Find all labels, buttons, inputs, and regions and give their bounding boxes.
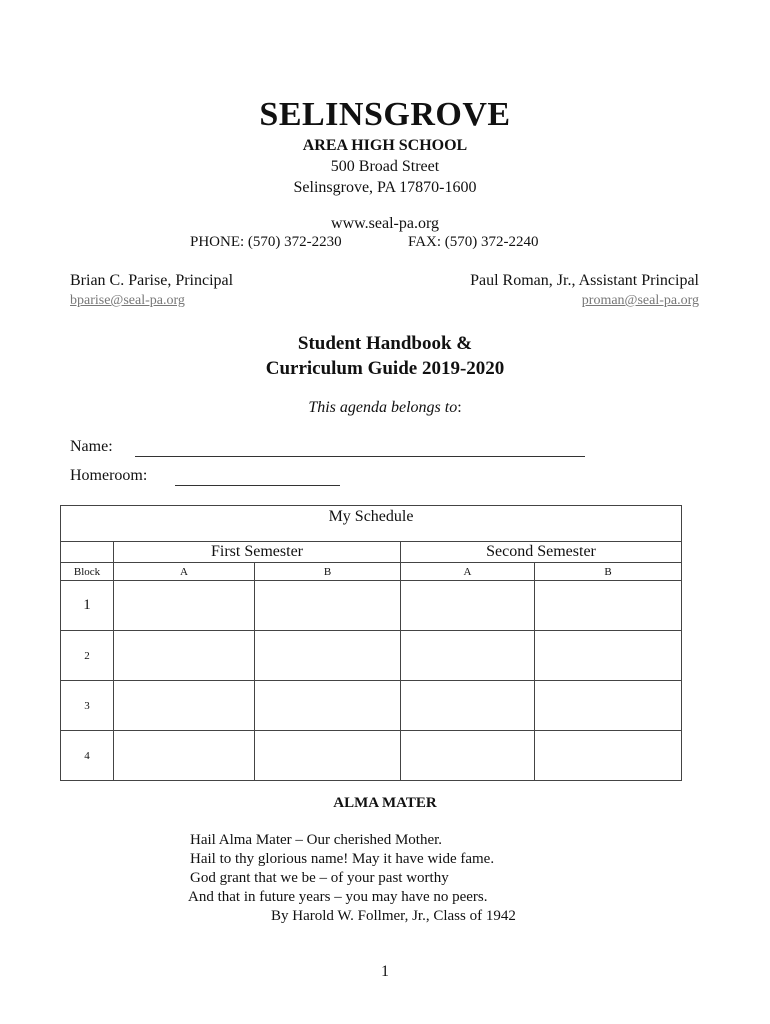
- second-semester-b-header: B: [535, 563, 682, 581]
- alma-mater-poem: [190, 831, 516, 926]
- schedule-cell[interactable]: [535, 631, 682, 681]
- page-number: 1: [381, 963, 389, 980]
- schedule-corner-cell: [61, 542, 114, 563]
- block-number: 1: [61, 581, 114, 631]
- address-line-1: 500 Broad Street: [330, 158, 440, 175]
- block-number: 4: [61, 731, 114, 781]
- table-row: [61, 681, 682, 731]
- table-row: [61, 581, 682, 631]
- table-row: [61, 731, 682, 781]
- poem-line: Hail to thy glorious name! May it have wide fame.: [190, 851, 495, 867]
- schedule-cell[interactable]: [255, 581, 401, 631]
- poem-line: And that in future years – you may have no peers.: [188, 889, 488, 905]
- schedule-cell[interactable]: [114, 731, 255, 781]
- schedule-cell[interactable]: [401, 731, 535, 781]
- schedule-cell[interactable]: [255, 681, 401, 731]
- principal-name: Brian C. Parise, Principal: [70, 272, 234, 289]
- homeroom-fill-line[interactable]: [175, 485, 340, 486]
- schedule-cell[interactable]: [535, 581, 682, 631]
- schedule-cell[interactable]: [401, 631, 535, 681]
- schedule-cell[interactable]: [535, 681, 682, 731]
- first-semester-a-header: A: [114, 563, 255, 581]
- assistant-principal-email-link[interactable]: proman@seal-pa.org: [581, 293, 699, 308]
- agenda-text: This agenda belongs to: [308, 399, 458, 416]
- phone-number: PHONE: (570) 372-2230: [190, 234, 342, 250]
- block-column-header: Block: [61, 563, 114, 581]
- handbook-title-line-2: Curriculum Guide 2019-2020: [265, 358, 505, 379]
- school-title: SELINSGROVE: [259, 96, 511, 133]
- schedule-cell[interactable]: [401, 681, 535, 731]
- principal-email-link[interactable]: bparise@seal-pa.org: [70, 293, 185, 308]
- schedule-cell[interactable]: [255, 631, 401, 681]
- schedule-cell[interactable]: [535, 731, 682, 781]
- schedule-cell[interactable]: [114, 631, 255, 681]
- schedule-caption: My Schedule: [61, 506, 682, 542]
- schedule-cell[interactable]: [114, 681, 255, 731]
- assistant-principal-name: Paul Roman, Jr., Assistant Principal: [470, 272, 699, 289]
- homeroom-label: Homeroom:: [70, 467, 148, 484]
- block-number: 3: [61, 681, 114, 731]
- block-number: 2: [61, 631, 114, 681]
- poem-credit: By Harold W. Follmer, Jr., Class of 1942: [271, 908, 516, 924]
- agenda-colon: :: [457, 399, 462, 416]
- first-semester-header: First Semester: [114, 542, 401, 563]
- name-fill-line[interactable]: [135, 456, 585, 457]
- second-semester-header: Second Semester: [401, 542, 682, 563]
- address-line-2: Selinsgrove, PA 17870-1600: [293, 179, 477, 196]
- table-row: [61, 631, 682, 681]
- schedule-cell[interactable]: [401, 581, 535, 631]
- fax-number: FAX: (570) 372-2240: [408, 234, 539, 250]
- agenda-owner-caption: [0, 399, 770, 417]
- school-subtitle: AREA HIGH SCHOOL: [302, 137, 468, 154]
- handbook-title-line-1: Student Handbook &: [297, 333, 473, 354]
- second-semester-a-header: A: [401, 563, 535, 581]
- poem-line: God grant that we be – of your past worthy: [190, 870, 449, 886]
- website: www.seal-pa.org: [331, 215, 439, 232]
- alma-mater-title: ALMA MATER: [333, 795, 437, 811]
- schedule-cell[interactable]: [114, 581, 255, 631]
- first-semester-b-header: B: [255, 563, 401, 581]
- name-label: Name:: [70, 438, 113, 455]
- poem-line: Hail Alma Mater – Our cherished Mother.: [190, 832, 443, 848]
- schedule-cell[interactable]: [255, 731, 401, 781]
- schedule-table: [60, 505, 682, 781]
